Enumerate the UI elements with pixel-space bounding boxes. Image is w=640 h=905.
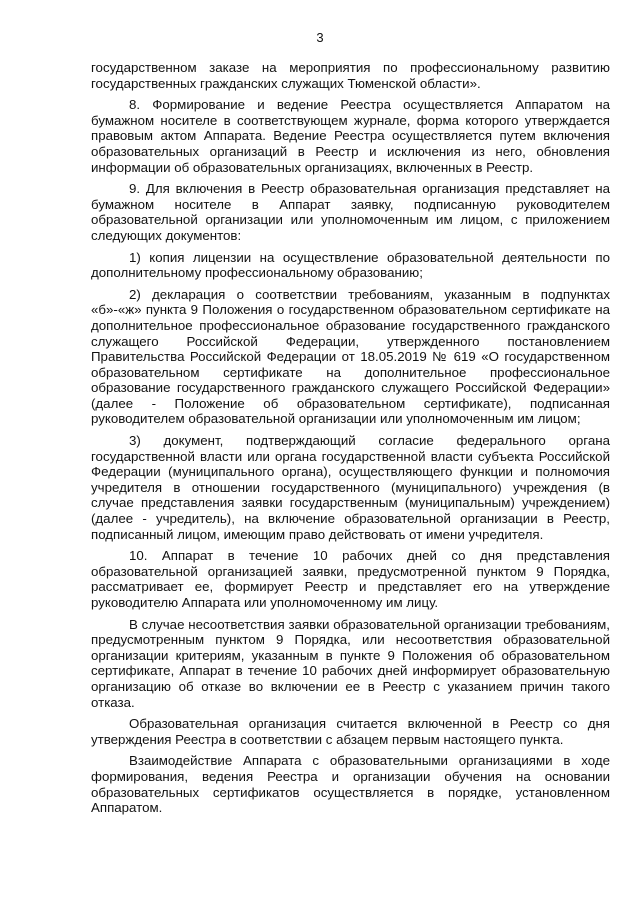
paragraph-inclusion: Образовательная организация считается включенной в Реестр со дня утверждения Реестра в соответствии с абзацем первым настоящего пункта.: [91, 716, 610, 747]
paragraph-subitem-3: 3) документ, подтверждающий согласие федерального органа государственной власти или органа государственной власти субъекта Российской Федерации (муниципального органа), осуществляющего функции и полномочия учредителя в отношении государственного (муниципального) учреждения (в случае представления заявки государственным (муниципальным) учреждением) (далее - учредитель), на включение образовательной организации в Реестр, подписанный лицом, имеющим право действовать от имени учредителя.: [91, 433, 610, 542]
document-body: [91, 60, 610, 822]
paragraph-continuation: государственном заказе на мероприятия по профессиональному развитию государственных гражданских служащих Тюменской области».: [91, 60, 610, 91]
paragraph-subitem-1: 1) копия лицензии на осуществление образовательной деятельности по дополнительному профессиональному образованию;: [91, 249, 610, 281]
paragraph-item-8: 8. Формирование и ведение Реестра осуществляется Аппаратом на бумажном носителе в соответствующем журнале, форма которого утверждается правовым актом Аппарата. Ведение Реестра осуществляется путем включения образовательных организаций в Реестр и исключения из него, обновления информации об образовательных организациях, включенных в Реестр.: [91, 97, 610, 175]
page-number: 3: [316, 30, 324, 45]
paragraph-item-10: 10. Аппарат в течение 10 рабочих дней со дня представления образовательной организацией заявки, предусмотренной пунктом 9 Порядка, рассматривает ее, формирует Реестр и представляет его на утверждение руководителю Аппарата или уполномоченному им лицу.: [91, 548, 610, 610]
paragraph-refusal: В случае несоответствия заявки образовательной организации требованиям, предусмотренным пунктом 9 Порядка, или несоответствия образовательной организации критериям, указанным в пункте 9 Положения об образовательном сертификате, Аппарат в течение 10 рабочих дней информирует образовательную организацию об отказе во включении ее в Реестр с указанием причин такого отказа.: [91, 616, 610, 710]
paragraph-subitem-2: 2) декларация о соответствии требованиям, указанным в подпунктах «б»-«ж» пункта 9 Положения о государственном образовательном сертификате на дополнительное профессиональное образование государственного гражданского служащего Российской Федерации, утвержденного постановлением Правительства Российской Федерации от 18.05.2019 № 619 «О государственном образовательном сертификате на дополнительное профессиональное образование государственного гражданского служащего Российской Федерации» (далее - Положение об образовательном сертификате), подписанная руководителем образовательной организации или уполномоченным им лицом;: [91, 286, 610, 427]
paragraph-interaction: Взаимодействие Аппарата с образовательными организациями в ходе формирования, ведения Реестра и организации обучения на основании образовательных сертификатов осуществляется в порядке, установленном Аппаратом.: [91, 753, 610, 816]
paragraph-item-9: 9. Для включения в Реестр образовательная организация представляет на бумажном носителе в Аппарат заявку, подписанную руководителем образовательной организации или уполномоченным им лицом, с приложением следующих документов:: [91, 181, 610, 243]
